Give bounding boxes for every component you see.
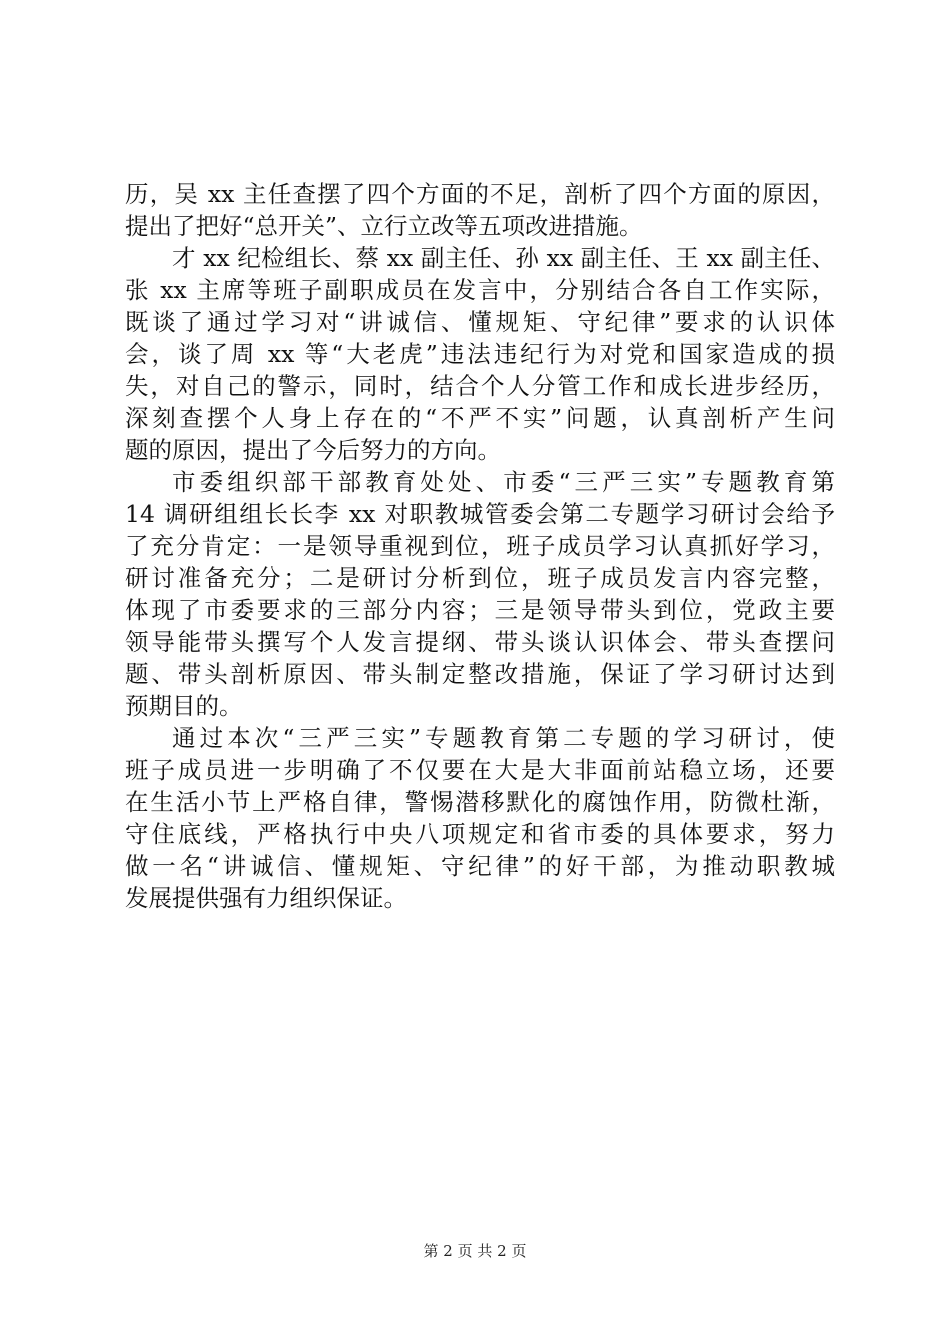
text-line: 张 xx 主席等班子副职成员在发言中，分别结合各自工作实际， [125, 276, 835, 304]
text-line: 在生活小节上严格自律，警惕潜移默化的腐蚀作用，防微杜渐， [125, 788, 835, 816]
text-line: 历，吴 xx 主任查摆了四个方面的不足，剖析了四个方面的原因， [125, 180, 835, 208]
text-line: 14 调研组组长长李 xx 对职教城管委会第二专题学习研讨会给予 [125, 500, 835, 528]
text-line: 守住底线，严格执行中央八项规定和省市委的具体要求，努力 [125, 820, 835, 848]
text-line: 研讨准备充分；二是研讨分析到位，班子成员发言内容完整， [125, 564, 835, 592]
text-line: 既谈了通过学习对“讲诚信、懂规矩、守纪律”要求的认识体 [125, 308, 835, 336]
text-line: 失，对自己的警示，同时，结合个人分管工作和成长进步经历， [125, 372, 835, 400]
paragraph-first-line: 通过本次“三严三实”专题教育第二专题的学习研讨，使 [172, 724, 835, 752]
text-line: 了充分肯定：一是领导重视到位，班子成员学习认真抓好学习， [125, 532, 835, 560]
text-line: 体现了市委要求的三部分内容；三是领导带头到位，党政主要 [125, 596, 835, 624]
text-line: 班子成员进一步明确了不仅要在大是大非面前站稳立场，还要 [125, 756, 835, 784]
text-line: 题的原因，提出了今后努力的方向。 [125, 436, 501, 464]
text-line: 领导能带头撰写个人发言提纲、带头谈认识体会、带头查摆问 [125, 628, 835, 656]
paragraph-first-line: 市委组织部干部教育处处、市委“三严三实”专题教育第 [172, 468, 835, 496]
page-number-footer: 第 2 页 共 2 页 [423, 1242, 527, 1260]
text-line: 题、带头剖析原因、带头制定整改措施，保证了学习研讨达到 [125, 660, 835, 688]
paragraph-first-line: 才 xx 纪检组长、蔡 xx 副主任、孙 xx 副主任、王 xx 副主任、 [172, 244, 835, 272]
text-line: 深刻查摆个人身上存在的“不严不实”问题，认真剖析产生问 [125, 404, 835, 432]
text-line: 预期目的。 [125, 692, 243, 720]
text-line: 发展提供强有力组织保证。 [125, 884, 407, 912]
text-line: 做一名“讲诚信、懂规矩、守纪律”的好干部，为推动职教城 [125, 852, 835, 880]
text-line: 提出了把好“总开关”、立行立改等五项改进措施。 [125, 212, 643, 240]
document-body [125, 178, 835, 914]
text-line: 会，谈了周 xx 等“大老虎”违法违纪行为对党和国家造成的损 [125, 340, 835, 368]
